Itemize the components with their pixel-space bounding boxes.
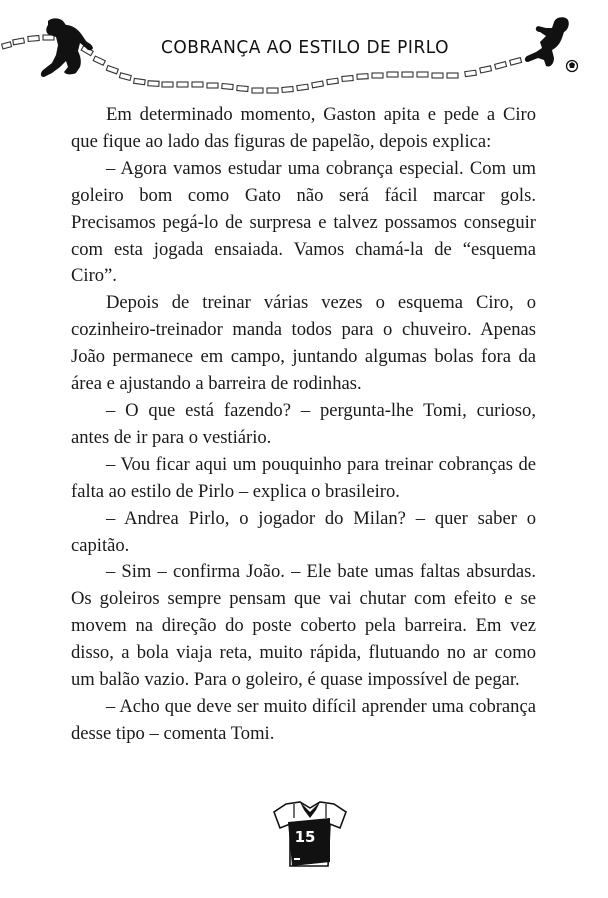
paragraph: – Agora vamos estudar uma cobrança especial. Com um goleiro bom como Gato não será fácil marcar gols. Precisamos pegá-lo de surpresa e talvez possamos conseguir com esta jogada ensaiada. Vamos chamá-la de “esquema Ciro”.: [71, 157, 536, 287]
paragraph: – O que está fazendo? – pergunta-lhe Tomi, curioso, antes de ir para o vestiário.: [71, 399, 536, 448]
page-number: 15: [294, 828, 316, 846]
paragraph: – Vou ficar aqui um pouquinho para treinar cobranças de falta ao estilo de Pirlo – explica o brasileiro.: [71, 453, 536, 502]
paragraph: Em determinado momento, Gaston apita e pede a Ciro que fique ao lado das figuras de papelão, depois explica:: [71, 104, 536, 152]
paragraph: – Sim – confirma João. – Ele bate umas faltas absurdas. Os goleiros sempre pensam que vai chutar com efeito e se movem na direção do poste coberto pela barreira. Em vez disso, a bola viaja reta, muito rápida, flutuando no ar como um balão vazio. Para o goleiro, é quase impossível de pegar.: [71, 561, 536, 691]
running-player-icon: [30, 15, 105, 80]
chapter-body: [71, 102, 536, 748]
paragraph: – Andrea Pirlo, o jogador do Milan? – quer saber o capitão.: [71, 507, 536, 556]
chapter-title: COBRANÇA AO ESTILO DE PIRLO: [160, 37, 450, 59]
chapter-header: [0, 0, 608, 100]
paragraph: – Acho que deve ser muito difícil aprender uma cobrança desse tipo – comenta Tomi.: [71, 695, 536, 744]
paragraph: Depois de treinar várias vezes o esquema Ciro, o cozinheiro-treinador manda todos para o chuveiro. Apenas João permanece em campo, juntando algumas bolas fora da área e ajustando a barreira de rodinhas.: [71, 292, 536, 395]
kicking-player-icon: [520, 14, 590, 79]
